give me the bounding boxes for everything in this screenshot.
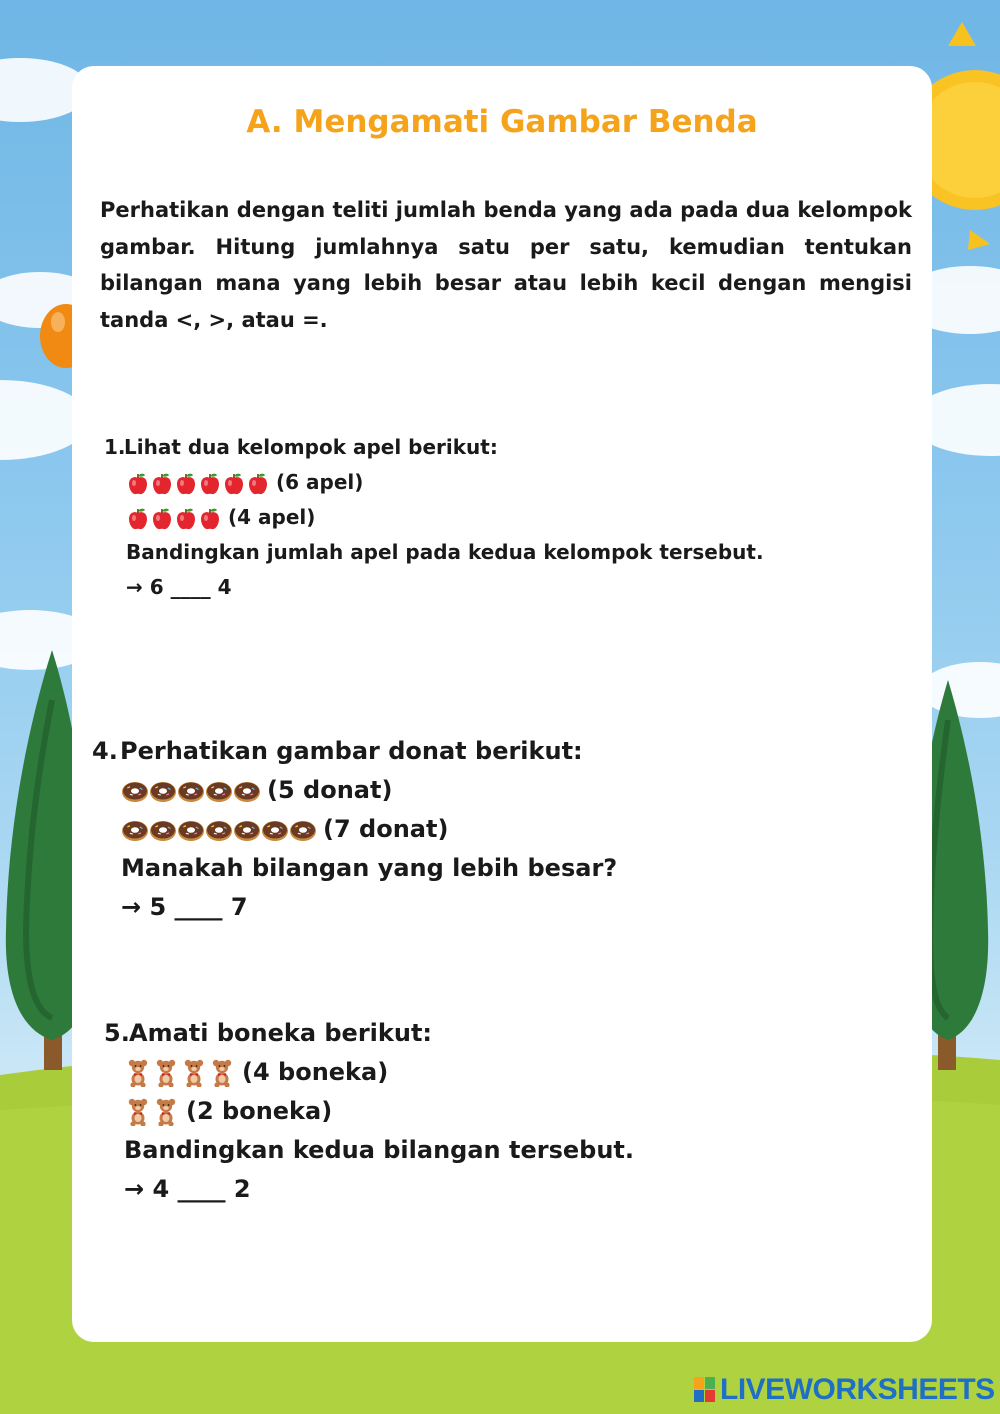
group-b-label: (4 apel) — [228, 505, 316, 529]
question-5 — [104, 1014, 634, 1209]
apple-icon — [150, 507, 174, 531]
answer-line[interactable]: → 5 ____ 7 — [121, 893, 248, 921]
question-4 — [92, 732, 617, 927]
group-a — [104, 1053, 634, 1092]
donut-icon — [233, 816, 261, 844]
teddy-bear-icon — [152, 1098, 180, 1126]
group-b — [92, 810, 617, 849]
donut-icon — [121, 777, 149, 805]
apple-icon — [198, 507, 222, 531]
donut-icon — [177, 777, 205, 805]
group-b — [104, 1092, 634, 1131]
answer-line[interactable]: → 4 ____ 2 — [124, 1175, 251, 1203]
teddy-bear-icon — [208, 1059, 236, 1087]
instructions-paragraph: Perhatikan dengan teliti jumlah benda yang ada pada dua kelompok gambar. Hitung jumlahnya satu per satu, kemudian tentukan bilangan mana yang lebih besar atau lebih kecil dengan mengisi tanda <, >, atau =. — [100, 198, 912, 332]
question-number: 5. — [104, 1019, 130, 1047]
donut-icon — [205, 777, 233, 805]
liveworksheets-logo-icon — [694, 1377, 716, 1403]
brand-name: LIVEWORKSHEETS — [720, 1373, 995, 1406]
apple-icon — [174, 507, 198, 531]
question-number: 4. — [92, 737, 118, 765]
question-1 — [104, 430, 764, 605]
group-b-label: (7 donat) — [323, 815, 449, 843]
group-a-label: (4 boneka) — [242, 1058, 389, 1086]
donut-group-b — [121, 816, 317, 844]
donut-icon — [205, 816, 233, 844]
teddy-bear-icon — [124, 1098, 152, 1126]
apple-icon — [126, 472, 150, 496]
apple-icon — [150, 472, 174, 496]
group-b-label: (2 boneka) — [186, 1097, 333, 1125]
group-b — [104, 500, 764, 535]
donut-icon — [261, 816, 289, 844]
group-a-label: (5 donat) — [267, 776, 393, 804]
donut-icon — [233, 777, 261, 805]
apple-group-b — [126, 507, 222, 531]
donut-icon — [149, 816, 177, 844]
donut-icon — [149, 777, 177, 805]
group-a-label: (6 apel) — [276, 470, 364, 494]
question-instruction: Bandingkan kedua bilangan tersebut. — [124, 1136, 634, 1164]
apple-icon — [126, 507, 150, 531]
answer-line[interactable]: → 6 ____ 4 — [126, 575, 232, 599]
donut-icon — [177, 816, 205, 844]
apple-icon — [198, 472, 222, 496]
teddy-group-a — [124, 1059, 236, 1087]
question-prompt: Lihat dua kelompok apel berikut: — [124, 435, 498, 459]
group-a — [92, 771, 617, 810]
apple-icon — [174, 472, 198, 496]
group-a — [104, 465, 764, 500]
apple-icon — [222, 472, 246, 496]
question-instruction: Manakah bilangan yang lebih besar? — [121, 854, 618, 882]
question-number: 1. — [104, 435, 126, 459]
donut-icon — [121, 816, 149, 844]
donut-icon — [289, 816, 317, 844]
question-instruction: Bandingkan jumlah apel pada kedua kelompok tersebut. — [126, 540, 764, 564]
teddy-bear-icon — [180, 1059, 208, 1087]
teddy-group-b — [124, 1098, 180, 1126]
question-prompt: Amati boneka berikut: — [129, 1019, 433, 1047]
teddy-bear-icon — [152, 1059, 180, 1087]
apple-group-a — [126, 472, 270, 496]
page-title: A. Mengamati Gambar Benda — [246, 104, 758, 140]
liveworksheets-brand[interactable] — [694, 1372, 995, 1408]
teddy-bear-icon — [124, 1059, 152, 1087]
apple-icon — [246, 472, 270, 496]
donut-group-a — [121, 777, 261, 805]
question-prompt: Perhatikan gambar donat berikut: — [120, 737, 583, 765]
